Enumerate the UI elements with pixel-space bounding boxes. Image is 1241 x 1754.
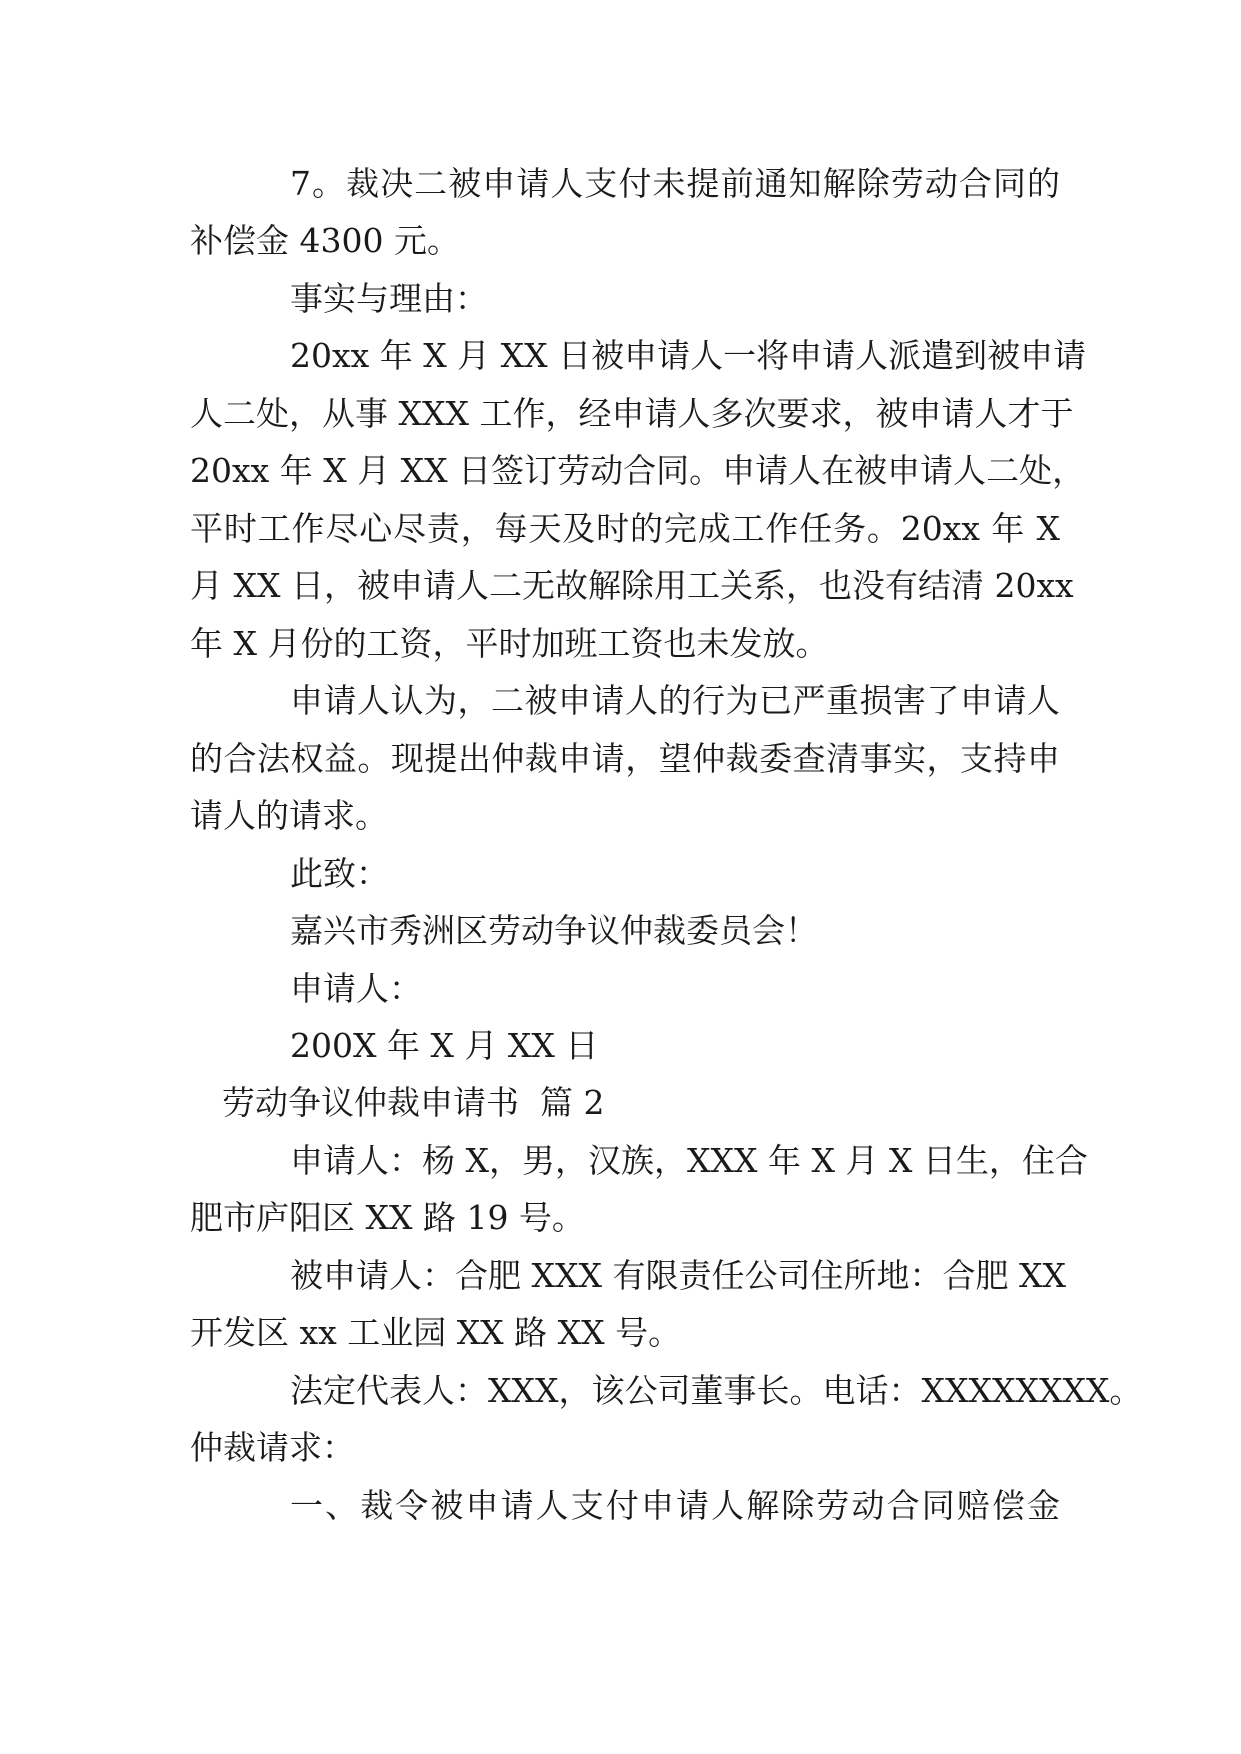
paragraph-line: 补偿金 4300 元。 [190, 221, 460, 260]
signature-label: 申请人： [290, 969, 422, 1008]
paragraph-line: 请人的请求。 [190, 796, 388, 835]
paragraph-line: 申请人：杨 X，男，汉族，XXX 年 X 月 X 日生，住合 [290, 1141, 1088, 1180]
paragraph-line: 20xx 年 X 月 XX 日签订劳动合同。申请人在被申请人二处， [190, 451, 1086, 490]
paragraph-line: 平时工作尽心尽责，每天及时的完成工作任务。20xx 年 X [190, 509, 1060, 548]
section-heading: 劳动争议仲裁申请书 篇 2 [222, 1083, 605, 1122]
paragraph-line: 月 XX 日，被申请人二无故解除用工关系，也没有结清 20xx [190, 566, 1074, 605]
paragraph-line: 7。裁决二被申请人支付未提前通知解除劳动合同的 [290, 164, 1060, 203]
paragraph-line: 人二处，从事 XXX 工作，经申请人多次要求，被申请人才于 [190, 394, 1074, 433]
paragraph-line: 20xx 年 X 月 XX 日被申请人一将申请人派遣到被申请 [290, 336, 1087, 375]
paragraph-line: 被申请人：合肥 XXX 有限责任公司住所地：合肥 XX [290, 1256, 1066, 1295]
paragraph-line: 的合法权益。现提出仲裁申请，望仲裁委查清事实，支持申 [190, 739, 1060, 778]
recipient: 嘉兴市秀洲区劳动争议仲裁委员会！ [290, 911, 818, 950]
paragraph-line: 申请人认为，二被申请人的行为已严重损害了申请人 [290, 681, 1060, 720]
paragraph-line: 法定代表人：XXX，该公司董事长。电话：XXXXXXXX。 [290, 1371, 1143, 1410]
date-line: 200X 年 X 月 XX 日 [290, 1026, 599, 1065]
paragraph-line: 开发区 xx 工业园 XX 路 XX 号。 [190, 1313, 682, 1352]
paragraph-line: 一、裁令被申请人支付申请人解除劳动合同赔偿金 [290, 1486, 1060, 1525]
section-label: 仲裁请求： [190, 1428, 355, 1467]
salutation: 此致： [290, 854, 389, 893]
paragraph-line: 肥市庐阳区 XX 路 19 号。 [190, 1198, 585, 1237]
section-label: 事实与理由： [290, 279, 488, 318]
paragraph-line: 年 X 月份的工资，平时加班工资也未发放。 [190, 624, 829, 663]
